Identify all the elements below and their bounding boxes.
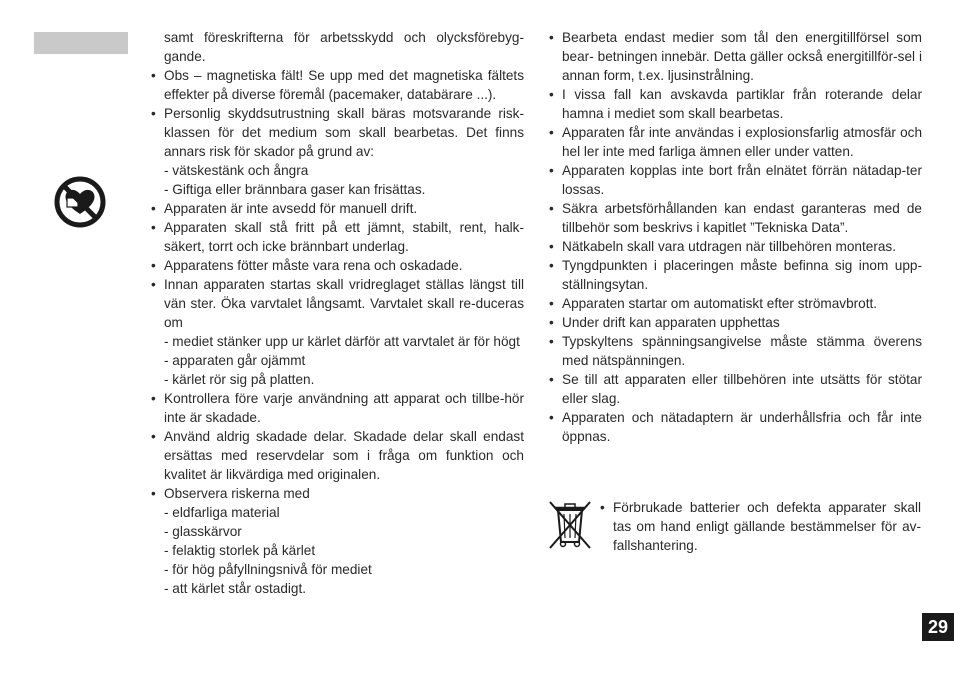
bullet: •	[549, 87, 554, 102]
bullet: •	[549, 296, 554, 311]
bullet: •	[151, 429, 156, 444]
safety-text: Apparaten startar om automatiskt efter strömavbrott.	[562, 296, 878, 311]
safety-item	[548, 256, 922, 294]
magnet-warning-text: Se upp med det magnetiska fältets effekter på diverse föremål (pacemaker, databärare ...).	[164, 68, 525, 102]
risk-entry: - att kärlet står ostadigt.	[164, 581, 307, 596]
bullet: •	[151, 201, 156, 216]
safety-item	[548, 294, 922, 313]
safety-item	[548, 28, 922, 85]
inspect-text: Kontrollera före varje användning att apparat och tillbe-hör inte är skadade.	[164, 391, 524, 425]
bullet: •	[549, 201, 554, 216]
safety-item	[548, 199, 922, 237]
ppe-item	[150, 104, 524, 161]
right-column	[548, 28, 922, 446]
risks-intro: Observera riskerna med	[164, 486, 310, 501]
placement-text: Apparaten skall stå fritt på ett jämnt, stabilt, rent, halk-säkert, torrt och icke brännbart underlag.	[164, 220, 524, 254]
bullet: •	[151, 220, 156, 235]
startup-text: Innan apparaten startas skall vridreglaget ställas längst till vän ster. Öka varvtalet långsamt. Varvtalet skall re-duceras om	[164, 277, 524, 330]
bullet: •	[151, 277, 156, 292]
safety-text: Typskyltens spänningsangivelse måste stämma överens med nätspänningen.	[562, 334, 922, 368]
safety-item	[548, 85, 922, 123]
risk-entry: - eldfarliga material	[164, 505, 280, 520]
ppe-risk: - vätskestänk och ångra	[164, 163, 309, 178]
safety-item	[548, 370, 922, 408]
section-tab	[34, 32, 128, 54]
startup-condition: - apparaten går ojämmt	[164, 353, 306, 368]
risk-entry: - för hög påfyllningsnivå för mediet	[164, 562, 372, 577]
left-column	[150, 28, 524, 598]
safety-text: Under drift kan apparaten upphettas	[562, 315, 780, 330]
bullet: •	[151, 486, 156, 501]
bullet: •	[151, 68, 156, 83]
bullet: •	[549, 239, 554, 254]
bullet: •	[549, 258, 554, 273]
safety-item	[548, 313, 922, 332]
feet-item	[150, 256, 524, 275]
magnet-warning	[150, 66, 524, 104]
risk-entry: - glasskärvor	[164, 524, 242, 539]
bullet: •	[549, 163, 554, 178]
safety-item	[548, 161, 922, 199]
risks-item	[150, 484, 524, 503]
bullet: •	[600, 500, 605, 515]
disposal-text: Förbrukade batterier och defekta apparater skall tas om hand enligt gällande bestämmelser för av-fallshantering.	[613, 500, 921, 553]
startup-item	[150, 275, 524, 332]
no-pacemaker-icon	[54, 176, 106, 228]
inspect-item	[150, 389, 524, 427]
safety-text: Nätkabeln skall vara utdragen när tillbehören monteras.	[562, 239, 896, 254]
placement-item	[150, 218, 524, 256]
bullet: •	[549, 372, 554, 387]
safety-text: Tyngdpunkten i placeringen måste befinna sig inom upp-ställningsytan.	[562, 258, 922, 292]
safety-text: Apparaten får inte användas i explosionsfarlig atmosfär och hel ler inte med farliga ämnen eller under vatten.	[562, 125, 922, 159]
bullet: •	[549, 334, 554, 349]
safety-text: I vissa fall kan avskavda partiklar från roterande delar hamna i mediet som skall bearbetas.	[562, 87, 922, 121]
intro-text: samt föreskrifterna för arbetsskydd och olycksförebyg-gande.	[164, 30, 524, 64]
disposal-note	[599, 498, 921, 555]
safety-text: Säkra arbetsförhållanden kan endast garanteras med de tillbehör som beskrivs i kapitlet ”Tekniska Data”.	[562, 201, 922, 235]
safety-item	[548, 332, 922, 370]
safety-item	[548, 408, 922, 446]
bullet: •	[151, 258, 156, 273]
magnet-warning-label: Obs – magnetiska fält!	[164, 68, 304, 83]
bullet: •	[549, 30, 554, 45]
bullet: •	[549, 315, 554, 330]
startup-condition: - kärlet rör sig på platten.	[164, 372, 315, 387]
safety-text: Apparaten kopplas inte bort från elnätet förrän nätadap-ter lossas.	[562, 163, 922, 197]
safety-item	[548, 123, 922, 161]
damaged-text: Använd aldrig skadade delar. Skadade delar skall endast ersättas med reservdelar som i fråga om funktion och kvalitet är likvärdiga med originalen.	[164, 429, 524, 482]
ppe-text: Personlig skyddsutrustning skall bäras motsvarande risk-klassen för det medium som skall bearbetas. Det finns annars risk för skador på grund av:	[164, 106, 524, 159]
manual-item	[150, 199, 524, 218]
crossed-out-wheelie-bin-icon	[546, 498, 594, 552]
safety-text: Apparaten och nätadaptern är underhållsfria och får inte öppnas.	[562, 410, 922, 444]
bullet: •	[549, 125, 554, 140]
startup-condition: - mediet stänker upp ur kärlet därför att varvtalet är för högt	[164, 334, 520, 349]
page-number: 29	[922, 613, 954, 641]
damaged-item	[150, 427, 524, 484]
disposal-item	[599, 498, 921, 555]
bullet: •	[151, 391, 156, 406]
safety-text: Se till att apparaten eller tillbehören inte utsätts för stötar eller slag.	[562, 372, 922, 406]
bullet: •	[151, 106, 156, 121]
feet-text: Apparatens fötter måste vara rena och oskadade.	[164, 258, 463, 273]
safety-item	[548, 237, 922, 256]
manual-text: Apparaten är inte avsedd för manuell drift.	[164, 201, 418, 216]
safety-text: Bearbeta endast medier som tål den energitillförsel som bear- betningen innebär. Detta gäller också energitillför-sel i annan form, t.ex. ljusinstrålning.	[562, 30, 922, 83]
risk-entry: - felaktig storlek på kärlet	[164, 543, 316, 558]
bullet: •	[549, 410, 554, 425]
ppe-risk: - Giftiga eller brännbara gaser kan frisättas.	[164, 182, 426, 197]
